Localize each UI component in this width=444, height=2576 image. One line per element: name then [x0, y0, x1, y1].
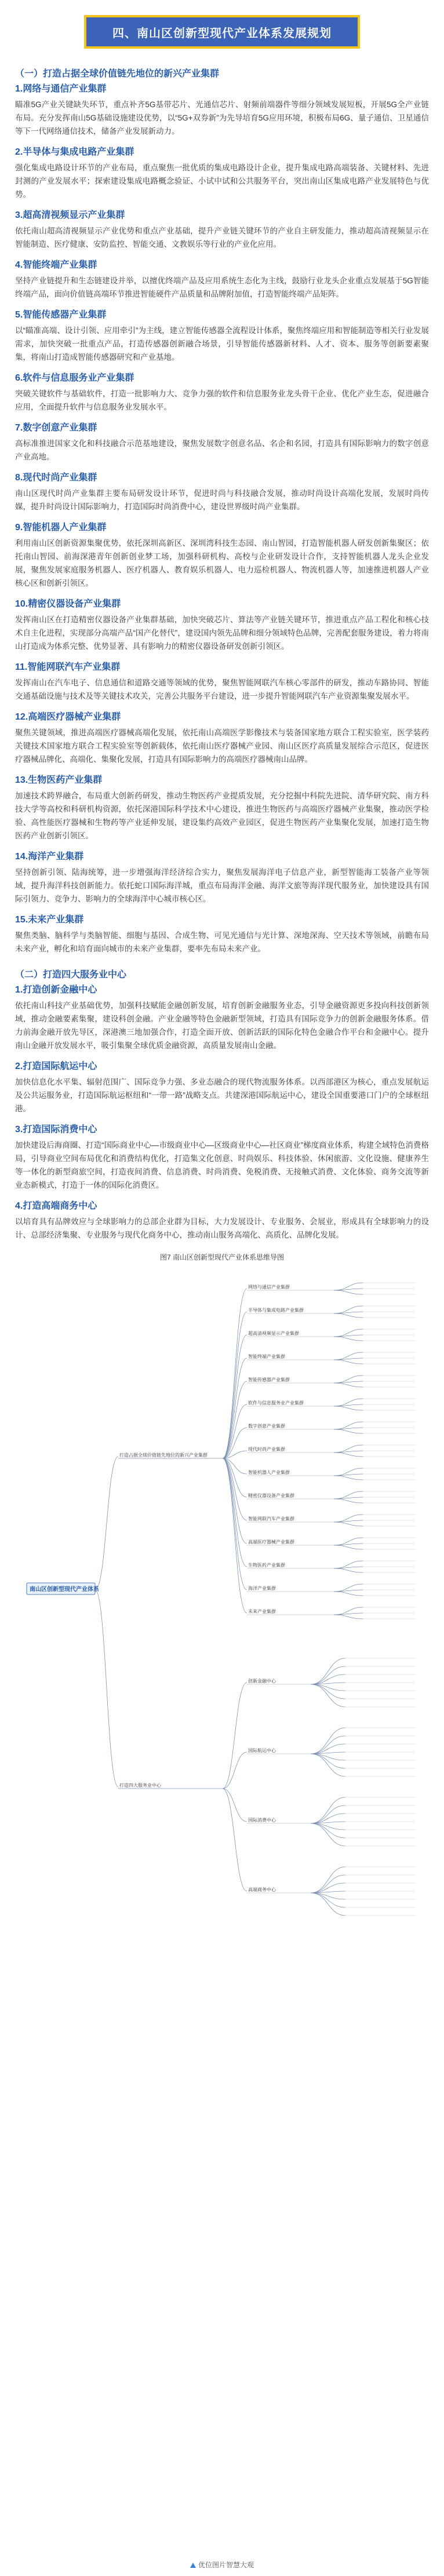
mind-map-leaf-link: [223, 1683, 247, 1789]
mind-map-leaf: 智能机器人产业集群: [248, 1470, 290, 1475]
mind-map-root: 南山区创新型现代产业体系: [30, 1586, 99, 1593]
mind-map-leaf: 智能网联汽车产业集群: [248, 1516, 294, 1521]
section-title: 9.智能机器人产业集群: [15, 523, 107, 532]
section-body: 坚持产业链提升和生态链建设并举，以擅优终端产品及应用系统生态化为主线，鼓励行业龙头企业重点发展基于5G智能终端产品，面向价值链高端环节推进智能硬件产品质量和品牌附加值，打造智能终端产品矩阵。: [15, 276, 429, 298]
mind-map-sub-link: [334, 1352, 363, 1360]
mind-map-sub-link: [334, 1592, 363, 1596]
mind-map-sub-link: [334, 1335, 363, 1337]
mind-map-sub-link: [311, 1736, 345, 1754]
section-body: 依托南山超高清视频显示产业优势和重点产业基础，提升产业链关键环节的产业自主研发能力，推动超高清视频显示在智能制造、医疗健康、安防监控、智能交通、文教娱乐等行业的产业化应用。: [15, 227, 429, 249]
industry-section: [15, 914, 429, 955]
section-body: 聚焦类脑、脑科学与类脑智能、细胞与基因、合成生物、可见光通信与光计算、深地深海、空天技术等领域，前瞻布局未来产业，孵化和培育面向城市的未来产业集群，要率先布局未来产业。: [15, 931, 429, 953]
mind-map-sub-link: [334, 1375, 363, 1383]
mind-map-leaf: 半导体与集成电路产业集群: [248, 1308, 304, 1313]
industry-section: [15, 146, 429, 201]
section-title: 10.精密仪器设备产业集群: [15, 599, 121, 609]
mind-map-leaf-link: [223, 1404, 247, 1458]
mind-map-leaf: 现代时尚产业集群: [248, 1447, 285, 1452]
section-title: 8.现代时尚产业集群: [15, 473, 97, 483]
mind-map-leaf: 海洋产业集群: [248, 1586, 276, 1591]
section-body: 南山区现代时尚产业集群主要布局研发设计环节，促进时尚与科技融合发展，推动时尚设计高端化发展，发展时尚传媒，提升时尚设计国际影响力，打造国际时尚消费中心，建设世界级时尚产业集群。: [15, 489, 429, 511]
mind-map-leaf: 国际航运中心: [248, 1748, 276, 1753]
mind-map-leaf: 未来产业集群: [248, 1609, 276, 1614]
mind-map-sub-link: [311, 1805, 345, 1823]
mind-map-sub-link: [334, 1381, 363, 1383]
mind-map-sub-link: [334, 1290, 363, 1294]
mind-map-branch-link: [95, 1590, 118, 1787]
mind-map-sub-link: [334, 1399, 363, 1406]
industry-section: [15, 774, 429, 842]
mind-map-leaf: 生物医药产业集群: [248, 1563, 285, 1568]
mind-map-leaf-link: [223, 1789, 247, 1822]
mind-map-sub-link: [334, 1590, 363, 1592]
mind-map-leaf: 创新金融中心: [248, 1679, 276, 1684]
industry-section: [15, 209, 429, 251]
section-title: 12.高端医疗器械产业集群: [15, 712, 121, 722]
section-title: 6.软件与信息服务业产业集群: [15, 373, 134, 383]
mind-map-sub-link: [311, 1797, 345, 1823]
mind-map-sub-link: [311, 1658, 345, 1684]
section-body: 加速技术跨界融合，布局重大创新药研发，推动生物医药产业提质发展，充分挖掘中科院先进院、清华研究院、南方科技大学等高校和科研机构资源，依托深港国际科学技术中心建设，推进生物医药与高端医疗器械产业集聚，推动医学检验、高性能医疗器械和生物药等产业延伸发展，建设集约高效产业园区，促进生物医药产业集聚化发展，加速打造生物医药产业创新引领区。: [15, 791, 429, 840]
mind-map-sub-link: [334, 1422, 363, 1429]
mind-map-leaf: 高端医疗器械产业集群: [248, 1539, 294, 1545]
industry-section: [15, 472, 429, 513]
mind-map-branch-link: [95, 1457, 118, 1590]
mind-map-branch: 打造四大服务业中心: [119, 1783, 161, 1788]
mind-map-sub-link: [334, 1474, 363, 1476]
industry-section: [15, 309, 429, 364]
mind-map-sub-link: [334, 1613, 363, 1615]
mind-map-leaf-link: [223, 1458, 247, 1544]
mind-map-sub-link: [334, 1383, 363, 1387]
mind-map-branch: 打造占据全球价值链先地位的新兴产业集群: [119, 1453, 208, 1458]
mind-map-sub-link: [334, 1445, 363, 1453]
section-body: 利用南山区创新资源集聚优势，依托深圳高新区、深圳湾科技生态园、南山智园，打造智能机器人研发创新集聚区；依托南山智园、前海深港青年创新创业梦工场，加强科研机构、高校与企业研发设计合作，支持智能机器人龙头企业发展，聚焦发展家庭服务机器人、医疗机器人、教育娱乐机器人、电力巡检机器人、物流机器人等，加速推进机器人产业核心区和创新引领区。: [15, 539, 429, 588]
mind-map-sub-link: [334, 1312, 363, 1313]
footer-text: 优位图片智慧大观: [198, 2561, 254, 2569]
mind-map-leaf-link: [223, 1381, 247, 1458]
mind-map-sub-link: [334, 1429, 363, 1433]
mind-map-sub-link: [334, 1561, 363, 1568]
section-body: 依托南山科技产业基础优势，加强科技赋能金融创新发展，培育创新金融服务业态，引导金融资源更多投向科技创新领域，推动金融要素集聚，建设科创金融。产业金融等特色金融新型领域，打造具有国际竞争力的创新金融服务体系。借力前海金融开放先导区，深港澳三地加强合作，打造全面开放、创新活跃的国际化特色金融合作平台和金融中心。提升南山金融开放发展水平，吸引集聚全球优质金融资源，高质量发展南山金融。: [15, 1001, 429, 1050]
industry-section: [15, 661, 429, 703]
banner-wrap: [0, 0, 444, 49]
mind-map-sub-link: [334, 1568, 363, 1572]
mind-map-sub-link: [334, 1491, 363, 1499]
section-body: 发挥南山在汽车电子、信息通信和道路交通等领域的优势，聚焦智能网联汽车核心零部件的研发，推动车路协同、智能交通基础设施与技术及等关键技术攻关，完善公共服务平台建设，进一步提升智能网联汽车产业资源集聚发展水平。: [15, 678, 429, 700]
section-title: 1.网络与通信产业集群: [15, 84, 107, 94]
section-body: 聚焦关键领域，推进高端医疗器械高端化发展，依托南山高端医学影像技术与装备国家地方联合工程实验室，医学装药关键技术国家地方联合工程实验室等创新载体，依托南山医疗器械产业园、南山区医疗高质量发展综合示范区，促进医疗器械品牌化、高端化、集聚化发展，打造具有国际影响力的高端医疗器械南山品牌。: [15, 728, 429, 764]
mind-map-sub-link: [334, 1313, 363, 1318]
group-title-emerging-industries: （一）打造占据全球价值链先地位的新兴产业集群: [15, 69, 220, 79]
mind-map-sub-link: [334, 1545, 363, 1549]
mind-map-sub-link: [311, 1754, 345, 1768]
banner-title: 四、南山区创新型现代产业体系发展规划: [112, 27, 332, 40]
group-title-service-centers: （二）打造四大服务业中心: [15, 970, 127, 980]
section-title: 2.打造国际航运中心: [15, 1061, 97, 1071]
section-title: 13.生物医药产业集群: [15, 775, 103, 785]
mind-map-leaf: 国际消费中心: [248, 1818, 276, 1823]
mind-map-leaf-link: [223, 1458, 247, 1613]
mind-map-leaf-link: [223, 1789, 247, 1891]
mind-map-leaf: 智能终端产业集群: [248, 1354, 285, 1359]
mind-map-sub-link: [334, 1451, 363, 1453]
mind-map-sub-link: [334, 1499, 363, 1503]
mind-map-sub-link: [334, 1358, 363, 1360]
section-title: 14.海洋产业集群: [15, 852, 84, 862]
mind-map-figure: [15, 1252, 429, 1949]
mind-map-sub-link: [334, 1607, 363, 1615]
mind-map-sub-link: [334, 1306, 363, 1313]
section-title: 1.打造创新金融中心: [15, 985, 97, 995]
mind-map-sub-link: [334, 1584, 363, 1592]
mind-map-leaf-link: [223, 1752, 247, 1789]
section-body: 坚持创新引领、陆海统筹，进一步增强海洋经济综合实力，聚焦发展海洋电子信息产业，新型智能海工装备产业等领域，提升海洋科技创新能力。依托蛇口国际海洋城，重点布局海洋金融、海洋文旅等海洋现代服务业，加快建设具有国际引领力、竞争力、影响力的全球海洋中心城市核心区。: [15, 868, 429, 903]
mind-map-leaf: 精密仪器设备产业集群: [248, 1493, 294, 1498]
service-section: [15, 1060, 429, 1115]
mind-map-sub-link: [334, 1428, 363, 1429]
mind-map-sub-link: [334, 1522, 363, 1526]
mind-map-svg: [15, 1265, 429, 1949]
mind-map-sub-link: [311, 1666, 345, 1684]
industry-section: [15, 598, 429, 653]
section-body: 加快信息化水平集、辐射范围广、国际竞争力强、多业态融合的现代物流服务体系。以西部港区为核心，重点发展航运及公共运服务业，打造国际航运枢纽和“一带一路”战略支点。共建深港国际航运中心，建设全国重要港口门户的全球枢纽港。: [15, 1078, 429, 1113]
section-title: 4.智能终端产业集群: [15, 260, 97, 270]
industry-section: [15, 851, 429, 906]
mind-map-sub-link: [334, 1406, 363, 1410]
mind-map-sub-link: [334, 1476, 363, 1480]
mind-map-leaf-link: [223, 1458, 247, 1567]
mind-map-sub-link: [311, 1893, 345, 1907]
section-title: 7.数字创意产业集群: [15, 423, 97, 433]
service-section: [15, 1200, 429, 1242]
figure-title: 图7 南山区创新型现代产业体系思维导图: [159, 1253, 284, 1261]
mind-map-leaf: 超高清视频显示产业集群: [248, 1331, 299, 1336]
mind-map-sub-link: [334, 1615, 363, 1619]
mind-map-sub-link: [334, 1538, 363, 1545]
section-title: 2.半导体与集成电路产业集群: [15, 147, 134, 157]
section-title: 5.智能传感器产业集群: [15, 310, 107, 320]
mind-map-sub-link: [334, 1289, 363, 1290]
section-body: 以“瞄准高端、设计引领、应用牵引”为主线，建立智能传感器全流程设计体系，聚焦终端应用和智能制造等相关行业发展需求，加快突破一批重点产品，打造传感器创新融合场景，引导智能传感器新材料、人才、资本、服务等创新要素聚集，将南山打造成智能传感器研究和产业基地。: [15, 326, 429, 362]
service-section: [15, 1123, 429, 1192]
mind-map-leaf: 高端商务中心: [248, 1887, 276, 1892]
mind-map-sub-link: [334, 1567, 363, 1568]
section-title: 15.未来产业集群: [15, 915, 84, 925]
mind-map-leaf: 网络与通信产业集群: [248, 1285, 290, 1290]
section-body: 发挥南山区在打造精密仪器设备产业集群基础，加快突破芯片、算法等产业链关键环节，推进重点产品工程化和核心技术自主化进程，实现部分高端产品“国产化替代”，建设国内领先品牌和细分领域特色品牌，完善配套服务建设，着力将南山打造成为体系完整、优势显著、具有影响力的精密仪器设备研发创新引领区。: [15, 615, 429, 651]
mind-map-leaf-link: [223, 1312, 247, 1458]
mind-map-sub-link: [334, 1329, 363, 1337]
mind-map-sub-link: [334, 1283, 363, 1290]
mind-map-leaf: 数字创意产业集群: [248, 1424, 285, 1429]
industry-section: [15, 711, 429, 766]
section-body: 以培育具有品牌效应与全球影响力的总部企业群为目标，大力发展设计、专业服务、会展业，形成具有全球影响力的设计、总部经济集聚、专业服务与现代化商务中心，推动南山服务高端化、高质化、品牌化发展。: [15, 1217, 429, 1239]
logo-icon: [190, 2563, 196, 2568]
mind-map-leaf: 软件与信息服务业产业集群: [248, 1400, 304, 1406]
section-title: 4.打造高端商务中心: [15, 1201, 97, 1211]
service-section: [15, 984, 429, 1052]
mind-map-sub-link: [334, 1468, 363, 1476]
section-title: 3.打造国际消费中心: [15, 1125, 97, 1134]
section-body: 突破关键软件与基础软件，打造一批影响力大、竞争力强的软件和信息服务业龙头骨干企业、优化产业生态，促进融合应用，全面提升软件与信息服务业发展水平。: [15, 389, 429, 411]
article-content: [0, 49, 444, 1949]
mind-map-sub-link: [311, 1875, 345, 1893]
industry-section: [15, 83, 429, 138]
mind-map-sub-link: [311, 1867, 345, 1893]
industry-section: [15, 422, 429, 464]
mind-map-sub-link: [334, 1497, 363, 1499]
section-title: 11.智能网联汽车产业集群: [15, 662, 121, 672]
mind-map-sub-link: [334, 1360, 363, 1364]
industry-section: [15, 372, 429, 414]
mind-map-leaf-link: [223, 1289, 247, 1458]
section-body: 瞄准5G产业关键缺失环节，重点补齐5G基带芯片、光通信芯片、射频前端器件等细分领域发展短板，开展5G全产业链布局。充分发挥南山5G基础设施建设优势，以“5G+双券新”为先导培育5G应用环境，积极布局6G、量子通信、卫星通信等下一代网络通信技术，储备产业发展新动力。: [15, 100, 429, 136]
mind-map-leaf: 智能传感器产业集群: [248, 1377, 290, 1382]
section-body: 高标准推进国家文化和科技融合示范基地建设，聚焦发展数字创意名品、名企和名园，打造具有国际影响力的数字创意产业高地。: [15, 439, 429, 461]
footer: [0, 2560, 444, 2570]
section-body: 强化集成电路设计环节的产业布局，重点聚焦一批优质的集成电路设计企业，提升集成电路高端装备、关键材料、先进封测的产业发展水平；探索建设集成电路概念验证、小试中试和公共服务平台，突出南山区集成电路产业发展特色与优势。: [15, 163, 429, 199]
mind-map-leaf-link: [223, 1335, 247, 1458]
industry-section: [15, 259, 429, 301]
mind-map-sub-link: [311, 1823, 345, 1838]
section-banner: [84, 15, 360, 49]
mind-map-sub-link: [334, 1337, 363, 1341]
mind-map-sub-link: [334, 1520, 363, 1522]
mind-map-sub-link: [334, 1404, 363, 1406]
mind-map-sub-link: [311, 1728, 345, 1754]
section-body: 加快建设后海商圈、打造“国际商业中心—市级商业中心—区级商业中心—社区商业”梯度商业体系，构建全域特色消费格局，引导商业空间布局优化和消费结构优化，打造集文化创意、时尚娱乐、科技体验、休闲旅游、文化设施、健康养生等一体化的新型商旅空间，打造夜间消费、信息消费、时尚消费、免税消费、无接触式消费、文化体验、商务交流等新业态新模式，打造于一体的国际化消费区。: [15, 1141, 429, 1190]
section-title: 3.超高清视频显示产业集群: [15, 210, 125, 220]
mind-map-sub-link: [334, 1453, 363, 1457]
industry-section: [15, 521, 429, 590]
mind-map-sub-link: [334, 1544, 363, 1545]
mind-map-sub-link: [334, 1515, 363, 1522]
mind-map-sub-link: [311, 1684, 345, 1699]
